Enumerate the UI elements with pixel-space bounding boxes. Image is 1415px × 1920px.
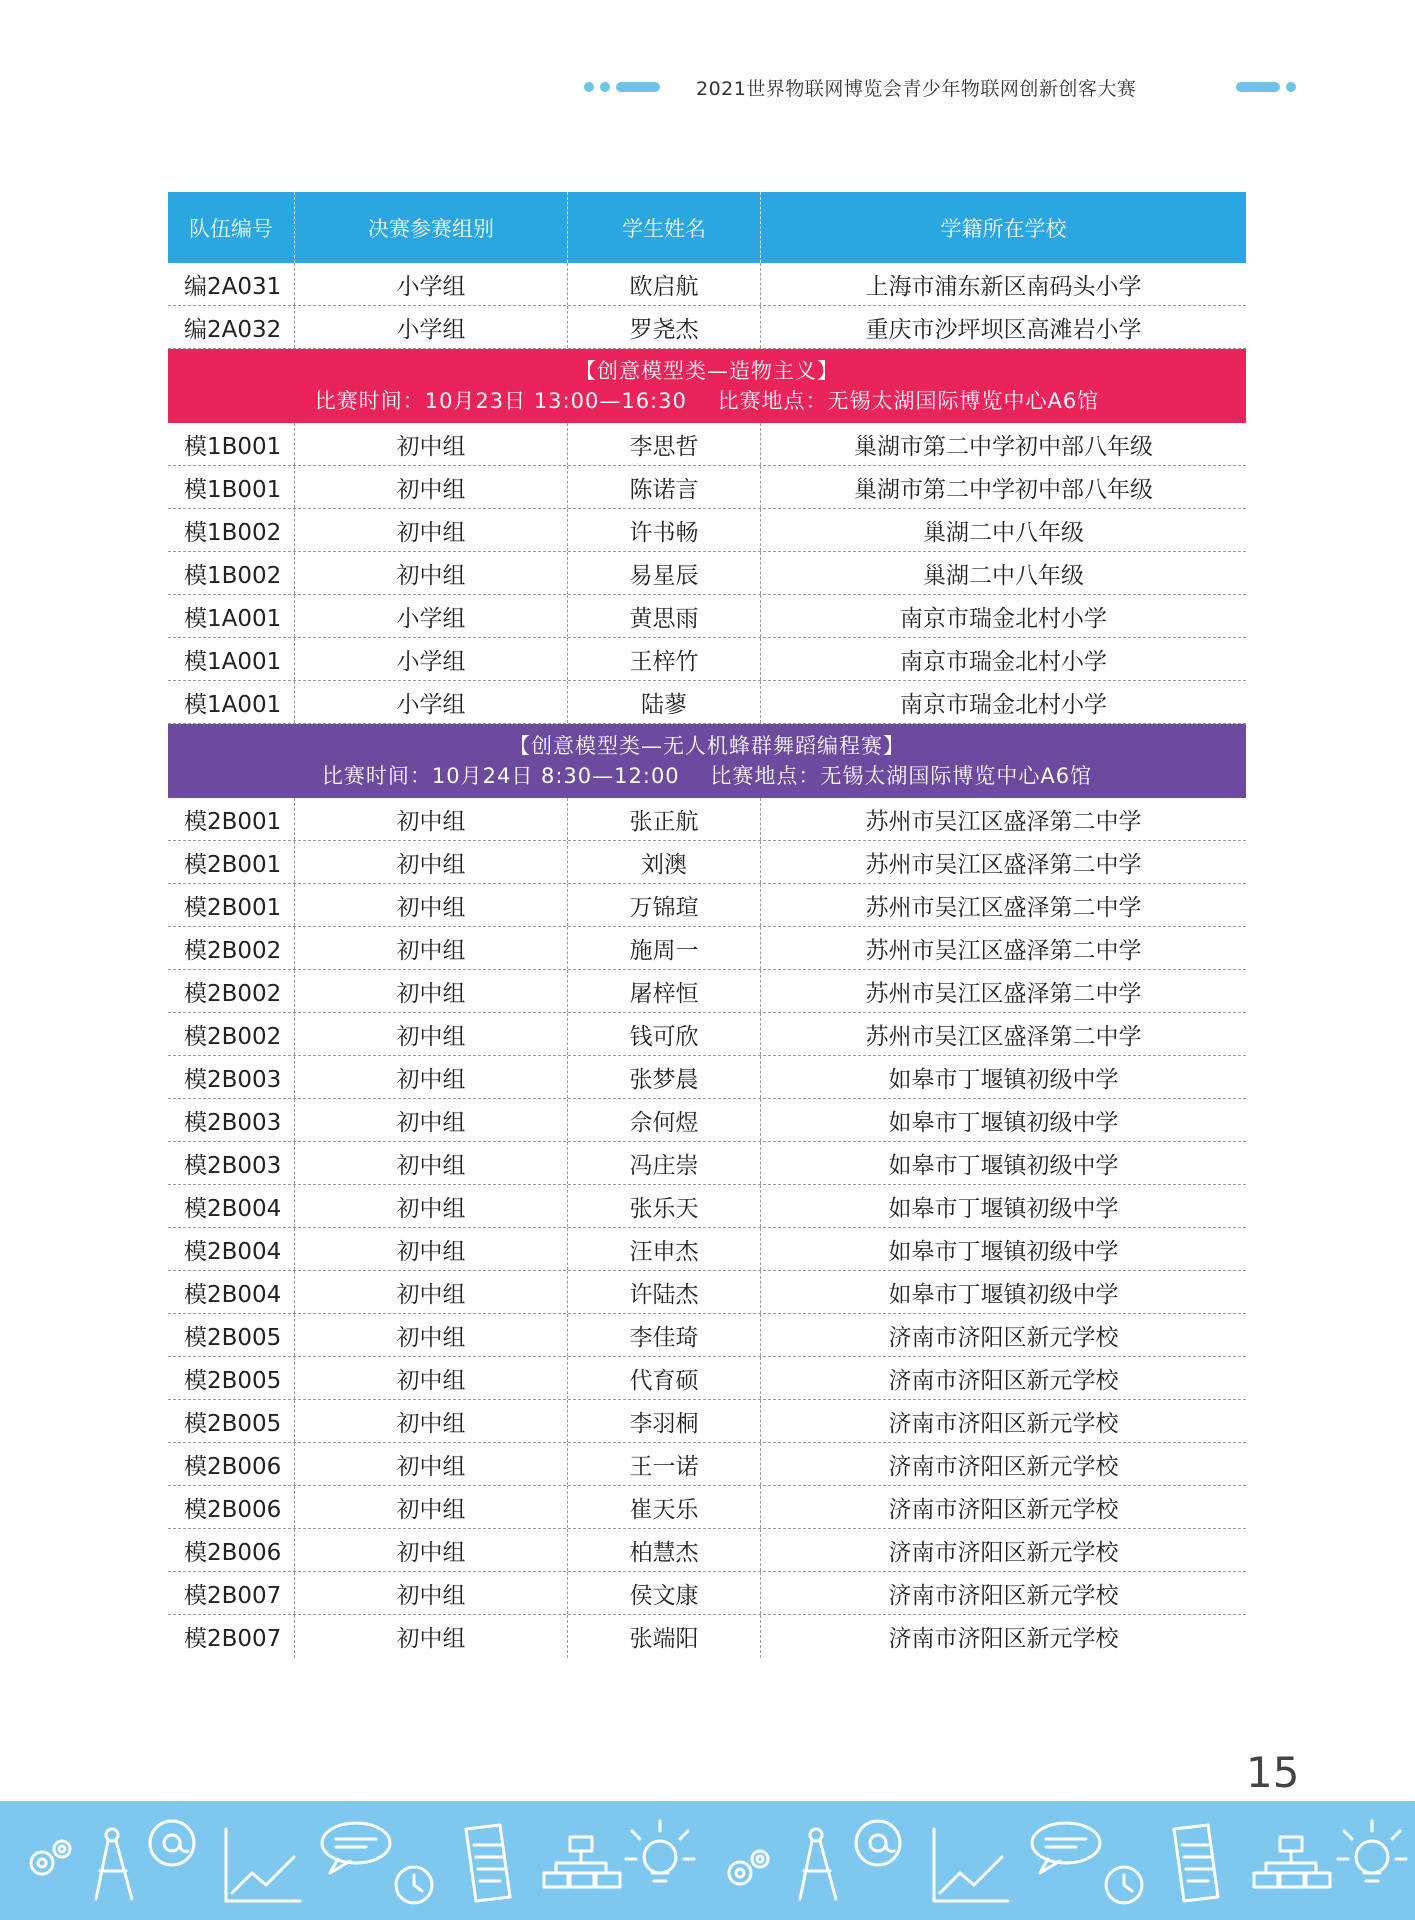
- team-id-cell: 模1B001: [168, 423, 295, 465]
- section-place: 比赛地点：无锡太湖国际博览中心A6馆: [710, 764, 1093, 788]
- student-name-cell: 张乐天: [568, 1185, 761, 1227]
- team-id-cell: 模2B003: [168, 1099, 295, 1141]
- header-title: 2021世界物联网博览会青少年物联网创新创客大赛: [696, 78, 1137, 100]
- lightbulb-icon: [1338, 1821, 1406, 1881]
- school-cell: 南京市瑞金北村小学: [900, 691, 1107, 718]
- dot-icon: [600, 82, 610, 92]
- team-id-cell: 模2B004: [168, 1228, 295, 1270]
- group-cell: 初中组: [295, 466, 568, 508]
- student-name-cell: 欧启航: [568, 263, 761, 305]
- participants-table: [168, 192, 1246, 1658]
- dot-icon: [1286, 82, 1296, 92]
- pill-icon: [616, 82, 660, 92]
- student-name-cell: 汪申杰: [568, 1228, 761, 1270]
- table-row: [168, 509, 1246, 552]
- compass-icon: [800, 1829, 836, 1899]
- team-id-cell: 模2B005: [168, 1400, 295, 1442]
- team-id-cell: 模1A001: [168, 595, 295, 637]
- group-cell: 初中组: [295, 1572, 568, 1614]
- team-id-cell: 模1B001: [168, 466, 295, 508]
- student-name-cell: 佘何煜: [568, 1099, 761, 1141]
- student-name-cell: 王梓竹: [568, 638, 761, 680]
- student-name-cell: 代育硕: [568, 1357, 761, 1399]
- group-cell: 初中组: [295, 1615, 568, 1658]
- table-row: [168, 638, 1246, 681]
- group-cell: 初中组: [295, 798, 568, 840]
- line-chart-icon: [934, 1829, 1008, 1901]
- group-cell: 初中组: [295, 1056, 568, 1098]
- group-cell: 初中组: [295, 1314, 568, 1356]
- school-cell: 如皋市丁堰镇初级中学: [888, 1195, 1119, 1222]
- pill-icon: [1236, 82, 1280, 92]
- table-row: [168, 884, 1246, 927]
- school-cell: 济南市济阳区新元学校: [888, 1453, 1119, 1480]
- table-row: [168, 1056, 1246, 1099]
- table-row: [168, 681, 1246, 724]
- section-time: 比赛时间：10月23日 13:00—16:30: [314, 389, 687, 413]
- table-row: [168, 1185, 1246, 1228]
- table-header: [168, 192, 1246, 263]
- table-row: [168, 263, 1246, 306]
- team-id-cell: 模2B003: [168, 1142, 295, 1184]
- student-name-cell: 许书畅: [568, 509, 761, 551]
- group-cell: 小学组: [295, 263, 568, 305]
- team-id-cell: 模1B002: [168, 509, 295, 551]
- student-name-cell: 屠梓恒: [568, 970, 761, 1012]
- group-cell: 小学组: [295, 681, 568, 723]
- school-cell: 如皋市丁堰镇初级中学: [888, 1109, 1119, 1136]
- student-name-cell: 张端阳: [568, 1615, 761, 1658]
- column-header-group: 决赛参赛组别: [295, 192, 568, 263]
- student-name-cell: 柏慧杰: [568, 1529, 761, 1571]
- team-id-cell: 模2B004: [168, 1185, 295, 1227]
- school-cell: 济南市济阳区新元学校: [888, 1367, 1119, 1394]
- table-row: [168, 798, 1246, 841]
- table-row: [168, 466, 1246, 509]
- school-cell: 济南市济阳区新元学校: [888, 1324, 1119, 1351]
- student-name-cell: 崔天乐: [568, 1486, 761, 1528]
- student-name-cell: 陆蓼: [568, 681, 761, 723]
- clock-icon: [396, 1867, 432, 1903]
- header-decoration-right: [1236, 82, 1296, 92]
- student-name-cell: 张正航: [568, 798, 761, 840]
- school-cell: 南京市瑞金北村小学: [900, 605, 1107, 632]
- school-cell: 重庆市沙坪坝区高滩岩小学: [865, 316, 1142, 343]
- column-header-student-name: 学生姓名: [568, 192, 761, 263]
- school-cell: 如皋市丁堰镇初级中学: [888, 1066, 1119, 1093]
- table-row: [168, 1529, 1246, 1572]
- group-cell: 初中组: [295, 927, 568, 969]
- dot-icon: [584, 82, 594, 92]
- student-name-cell: 罗尧杰: [568, 306, 761, 348]
- team-id-cell: 模2B001: [168, 841, 295, 883]
- section-banner-drone: [168, 724, 1246, 798]
- school-cell: 巢湖市第二中学初中部八年级: [854, 433, 1153, 460]
- group-cell: 小学组: [295, 595, 568, 637]
- lightbulb-icon: [626, 1821, 694, 1881]
- group-cell: 初中组: [295, 1529, 568, 1571]
- table-row: [168, 970, 1246, 1013]
- section-info: [315, 386, 1100, 416]
- school-cell: 如皋市丁堰镇初级中学: [888, 1238, 1119, 1265]
- group-cell: 初中组: [295, 509, 568, 551]
- team-id-cell: 模2B007: [168, 1572, 295, 1614]
- team-id-cell: 模2B002: [168, 970, 295, 1012]
- line-chart-icon: [226, 1829, 300, 1901]
- student-name-cell: 李思哲: [568, 423, 761, 465]
- section-banner-modeling: [168, 349, 1246, 423]
- table-row: [168, 306, 1246, 349]
- group-cell: 初中组: [295, 423, 568, 465]
- school-cell: 济南市济阳区新元学校: [888, 1626, 1119, 1652]
- section-time: 比赛时间：10月24日 8:30—12:00: [321, 764, 680, 788]
- team-id-cell: 模1B002: [168, 552, 295, 594]
- group-cell: 初中组: [295, 1013, 568, 1055]
- table-row: [168, 1486, 1246, 1529]
- gears-icon: [729, 1851, 768, 1884]
- document-icon: [466, 1825, 510, 1901]
- table-row: [168, 1099, 1246, 1142]
- team-id-cell: 模2B006: [168, 1529, 295, 1571]
- student-name-cell: 李羽桐: [568, 1400, 761, 1442]
- school-cell: 巢湖二中八年级: [923, 519, 1084, 546]
- table-row: [168, 423, 1246, 466]
- student-name-cell: 李佳琦: [568, 1314, 761, 1356]
- group-cell: 初中组: [295, 552, 568, 594]
- speech-bubble-icon: [322, 1823, 390, 1873]
- table-row: [168, 841, 1246, 884]
- table-row: [168, 1013, 1246, 1056]
- student-name-cell: 张梦晨: [568, 1056, 761, 1098]
- school-cell: 苏州市吴江区盛泽第二中学: [865, 894, 1142, 921]
- header-decoration-left: [584, 82, 660, 92]
- column-header-team-id: 队伍编号: [168, 192, 295, 263]
- team-id-cell: 模1A001: [168, 638, 295, 680]
- group-cell: 初中组: [295, 1185, 568, 1227]
- school-cell: 如皋市丁堰镇初级中学: [888, 1152, 1119, 1179]
- group-cell: 初中组: [295, 1271, 568, 1313]
- group-cell: 初中组: [295, 841, 568, 883]
- clock-icon: [1106, 1867, 1142, 1903]
- table-row: [168, 1271, 1246, 1314]
- section-place: 比赛地点：无锡太湖国际博览中心A6馆: [717, 389, 1100, 413]
- flowchart-icon: [1254, 1837, 1330, 1887]
- student-name-cell: 施周一: [568, 927, 761, 969]
- section-title: 【创意模型类—造物主义】: [575, 359, 839, 383]
- school-cell: 苏州市吴江区盛泽第二中学: [865, 937, 1142, 964]
- school-cell: 济南市济阳区新元学校: [888, 1539, 1119, 1566]
- team-id-cell: 编2A031: [168, 263, 295, 305]
- table-body-b: [168, 423, 1246, 724]
- group-cell: 小学组: [295, 306, 568, 348]
- team-id-cell: 模2B005: [168, 1314, 295, 1356]
- school-cell: 如皋市丁堰镇初级中学: [888, 1281, 1119, 1308]
- group-cell: 初中组: [295, 884, 568, 926]
- school-cell: 苏州市吴江区盛泽第二中学: [865, 851, 1142, 878]
- student-name-cell: 冯庄崇: [568, 1142, 761, 1184]
- school-cell: 巢湖二中八年级: [923, 562, 1084, 589]
- column-header-school: 学籍所在学校: [940, 216, 1067, 241]
- group-cell: 初中组: [295, 1357, 568, 1399]
- table-body-a: [168, 263, 1246, 349]
- team-id-cell: 模2B005: [168, 1357, 295, 1399]
- student-name-cell: 万锦瑄: [568, 884, 761, 926]
- flowchart-icon: [544, 1837, 620, 1887]
- group-cell: 小学组: [295, 638, 568, 680]
- team-id-cell: 模2B001: [168, 798, 295, 840]
- section-title: 【创意模型类—无人机蜂群舞蹈编程赛】: [509, 734, 905, 758]
- section-info: [322, 761, 1092, 791]
- speech-bubble-icon: [1032, 1823, 1100, 1873]
- at-sign-icon: [856, 1821, 900, 1865]
- team-id-cell: 模2B002: [168, 1013, 295, 1055]
- table-row: [168, 1142, 1246, 1185]
- student-name-cell: 刘澳: [568, 841, 761, 883]
- group-cell: 初中组: [295, 1486, 568, 1528]
- page-number: 15: [1246, 1748, 1300, 1797]
- team-id-cell: 编2A032: [168, 306, 295, 348]
- student-name-cell: 许陆杰: [568, 1271, 761, 1313]
- student-name-cell: 陈诺言: [568, 466, 761, 508]
- compass-icon: [96, 1829, 132, 1899]
- student-name-cell: 钱可欣: [568, 1013, 761, 1055]
- table-row: [168, 1572, 1246, 1615]
- table-row: [168, 927, 1246, 970]
- table-row: [168, 595, 1246, 638]
- team-id-cell: 模2B006: [168, 1486, 295, 1528]
- at-sign-icon: [150, 1821, 194, 1865]
- table-row: [168, 552, 1246, 595]
- school-cell: 上海市浦东新区南码头小学: [865, 273, 1142, 300]
- school-cell: 苏州市吴江区盛泽第二中学: [865, 980, 1142, 1007]
- table-body-c: [168, 798, 1246, 1658]
- student-name-cell: 王一诺: [568, 1443, 761, 1485]
- group-cell: 初中组: [295, 1400, 568, 1442]
- table-row: [168, 1314, 1246, 1357]
- page-footer: [0, 1801, 1415, 1920]
- gears-icon: [31, 1841, 70, 1874]
- group-cell: 初中组: [295, 1099, 568, 1141]
- team-id-cell: 模2B004: [168, 1271, 295, 1313]
- school-cell: 南京市瑞金北村小学: [900, 648, 1107, 675]
- team-id-cell: 模2B006: [168, 1443, 295, 1485]
- group-cell: 初中组: [295, 1228, 568, 1270]
- team-id-cell: 模2B003: [168, 1056, 295, 1098]
- team-id-cell: 模2B001: [168, 884, 295, 926]
- table-row: [168, 1615, 1246, 1658]
- team-id-cell: 模2B007: [168, 1615, 295, 1658]
- school-cell: 济南市济阳区新元学校: [888, 1410, 1119, 1437]
- student-name-cell: 易星辰: [568, 552, 761, 594]
- document-icon: [1174, 1825, 1218, 1901]
- team-id-cell: 模1A001: [168, 681, 295, 723]
- page-header: [0, 72, 1415, 104]
- team-id-cell: 模2B002: [168, 927, 295, 969]
- school-cell: 苏州市吴江区盛泽第二中学: [865, 808, 1142, 835]
- school-cell: 苏州市吴江区盛泽第二中学: [865, 1023, 1142, 1050]
- group-cell: 初中组: [295, 970, 568, 1012]
- school-cell: 巢湖市第二中学初中部八年级: [854, 476, 1153, 503]
- school-cell: 济南市济阳区新元学校: [888, 1496, 1119, 1523]
- table-row: [168, 1228, 1246, 1271]
- table-row: [168, 1400, 1246, 1443]
- table-row: [168, 1443, 1246, 1486]
- table-row: [168, 1357, 1246, 1400]
- student-name-cell: 侯文康: [568, 1572, 761, 1614]
- school-cell: 济南市济阳区新元学校: [888, 1582, 1119, 1609]
- group-cell: 初中组: [295, 1142, 568, 1184]
- group-cell: 初中组: [295, 1443, 568, 1485]
- student-name-cell: 黄思雨: [568, 595, 761, 637]
